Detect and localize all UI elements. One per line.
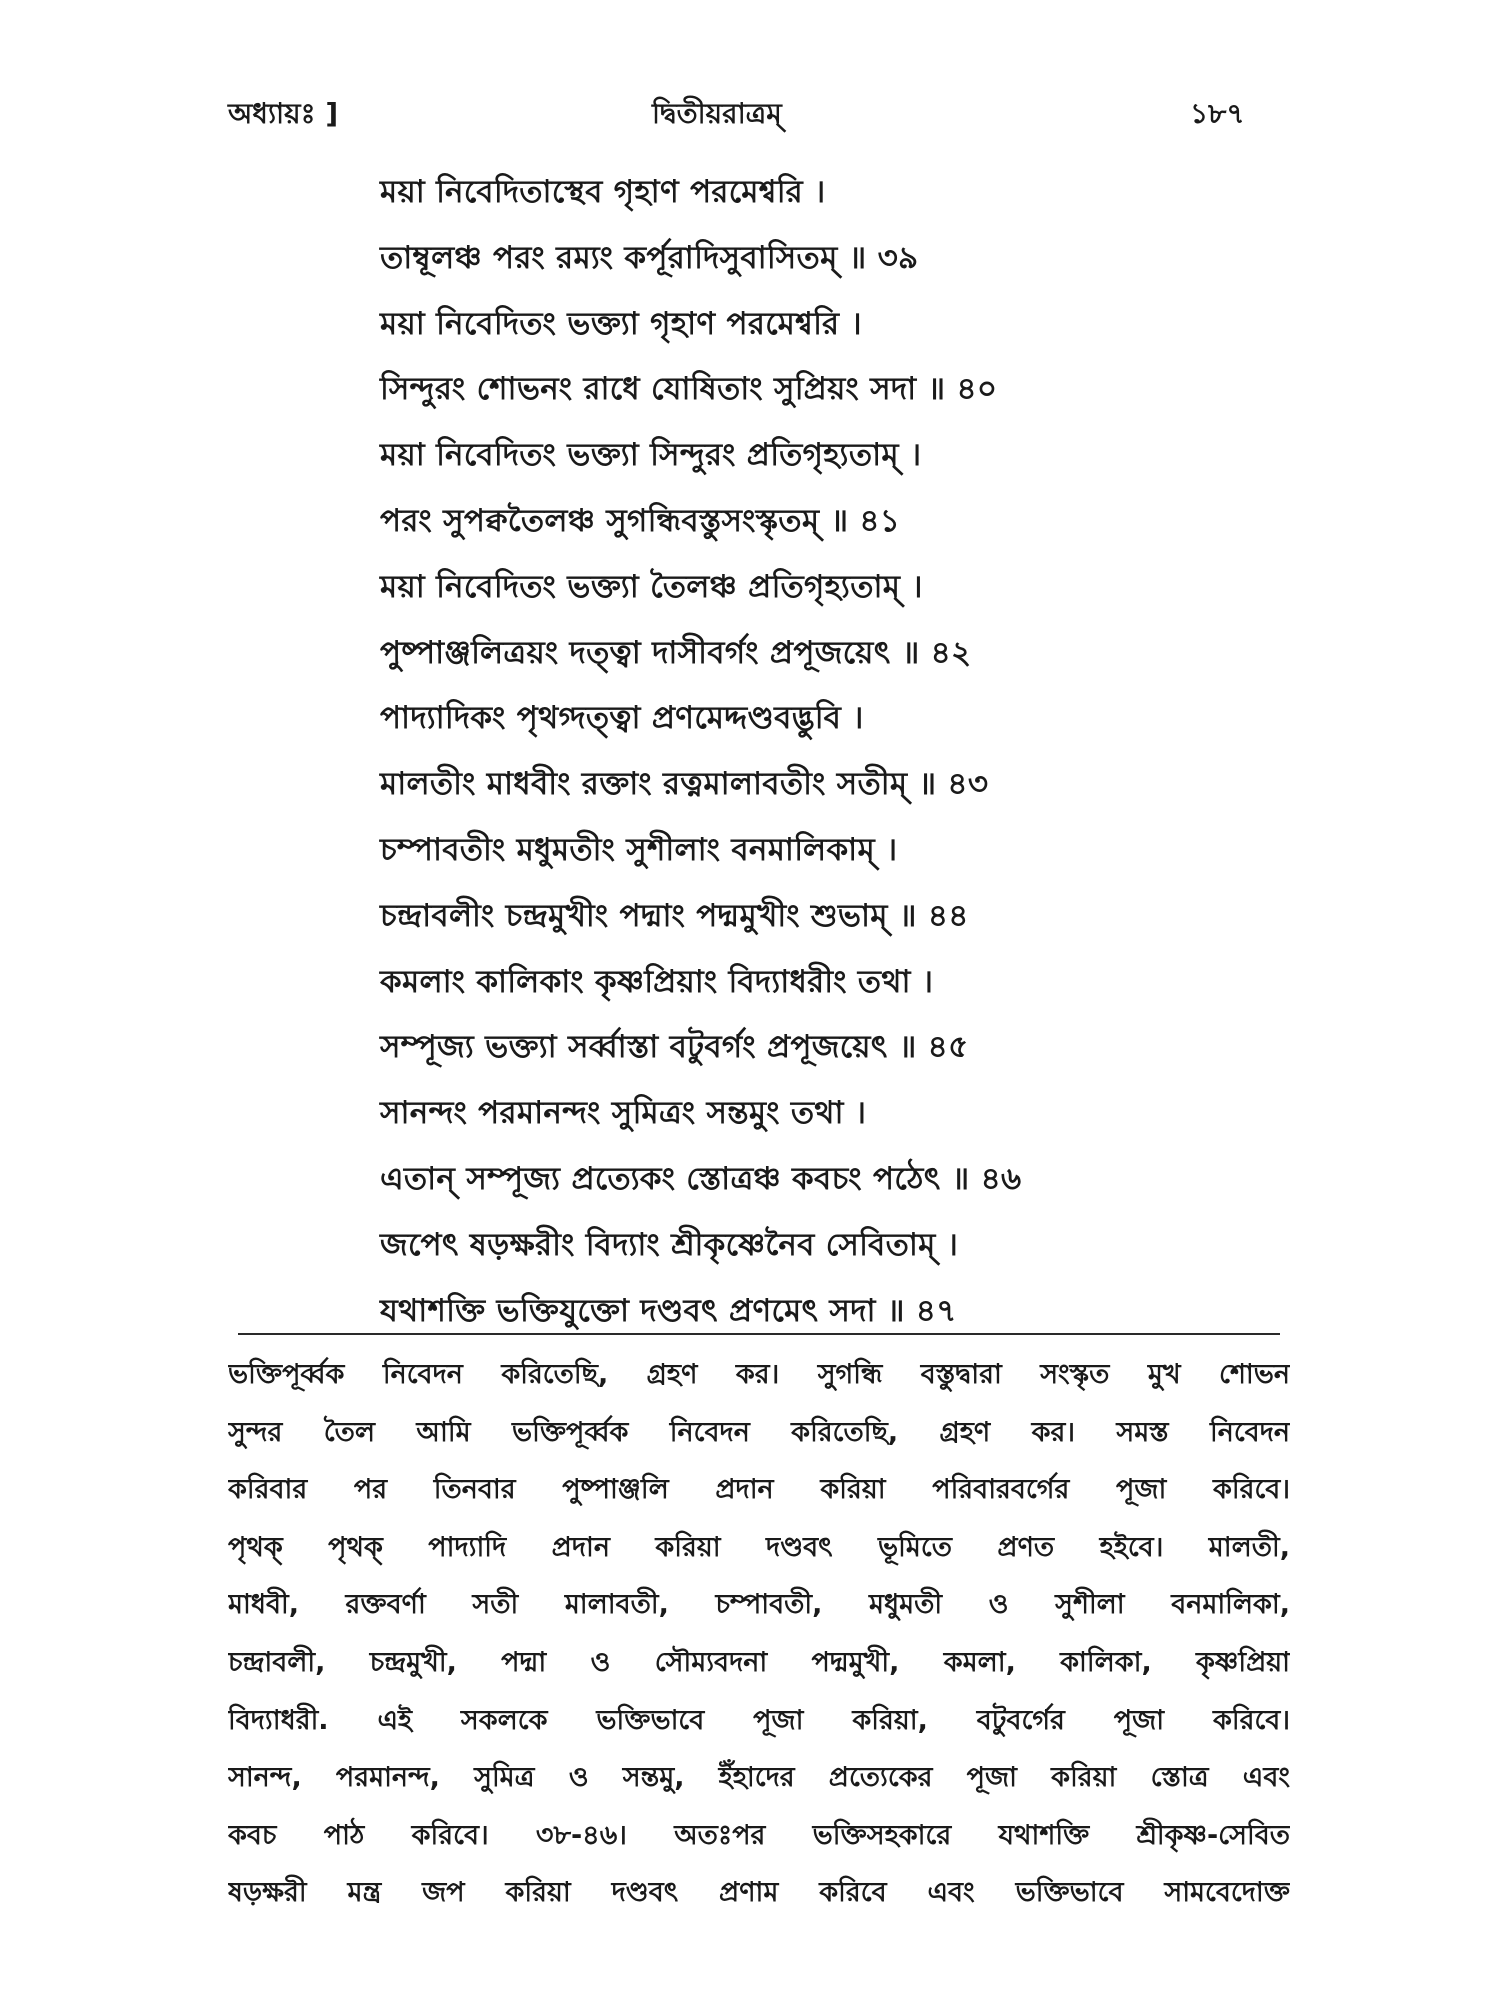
page-header [0, 92, 1500, 132]
verse-line: ময়া নিবেদিতং ভক্ত্যা সিন্দুরং প্রতিগৃহ্যতাম্‌ । [380, 437, 922, 474]
sanskrit-verses [380, 160, 1380, 1344]
verse-line: তাম্বূলঞ্চ পরং রম্যং কর্পূরাদিসুবাসিতম্‌ ॥ ৩৯ [380, 239, 919, 276]
translation-line: কবচ পাঠ করিবে। ৩৮-৪৬। অতঃপর ভক্তিসহকারে যথাশক্তি শ্রীকৃষ্ণ-সেবিত [228, 1819, 1290, 1851]
running-title: দ্বিতীয়রাত্রম্‌ [652, 97, 782, 130]
verse-line: চম্পাবতীং মধুমতীং সুশীলাং বনমালিকাম্‌ । [380, 831, 898, 868]
translation-line: ষড়ক্ষরী মন্ত্র জপ করিয়া দণ্ডবৎ প্রণাম করিবে এবং ভক্তিভাবে সামবেদোক্ত [228, 1877, 1290, 1909]
verse-line: ময়া নিবেদিতং ভক্ত্যা গৃহাণ পরমেশ্বরি । [380, 305, 862, 342]
verse-line: সিন্দুরং শোভনং রাধে যোষিতাং সুপ্রিয়ং সদা ॥ ৪০ [380, 371, 998, 408]
verse-line: যথাশক্তি ভক্তিযুক্তো দণ্ডবৎ প্রণমেৎ সদা ॥ ৪৭ [380, 1292, 957, 1329]
page-number: ১৮৭ [1190, 97, 1245, 130]
verse-line: কমলাং কালিকাং কৃষ্ণপ্রিয়াং বিদ্যাধরীং তথা । [380, 963, 934, 1000]
verse-line: সম্পূজ্য ভক্ত্যা সর্ব্বাস্তা বটুবর্গং প্রপূজয়েৎ ॥ ৪৫ [380, 1029, 969, 1066]
verse-line: চন্দ্রাবলীং চন্দ্রমুখীং পদ্মাং পদ্মমুখীং শুভাম্‌ ॥ ৪৪ [380, 897, 969, 934]
translation-line: বিদ্যাধরী. এই সকলকে ভক্তিভাবে পূজা করিয়া, বটুবর্গের পূজা করিবে। [228, 1704, 1290, 1736]
verse-line: পরং সুপক্বতৈলঞ্চ সুগন্ধিবস্তুসংস্কৃতম্‌ ॥ ৪১ [380, 502, 901, 539]
verse-line: এতান্‌ সম্পূজ্য প্রত্যেকং স্তোত্রঞ্চ কবচং পঠেৎ ॥ ৪৬ [380, 1160, 1022, 1197]
verse-line: পুষ্পাঞ্জলিত্রয়ং দত্ত্বা দাসীবর্গং প্রপূজয়েৎ ॥ ৪২ [380, 634, 972, 671]
section-divider [238, 1333, 1280, 1335]
translation-line: পৃথক্‌ পৃথক্‌ পাদ্যাদি প্রদান করিয়া দণ্ডবৎ ভূমিতে প্রণত হইবে। মালতী, [228, 1531, 1290, 1563]
chapter-label: অধ্যায়ঃ ] [228, 97, 339, 130]
translation-line: করিবার পর তিনবার পুষ্পাঞ্জলি প্রদান করিয়া পরিবারবর্গের পূজা করিবে। [228, 1474, 1290, 1506]
translation-line: চন্দ্রাবলী, চন্দ্রমুখী, পদ্মা ও সৌম্যবদনা পদ্মমুখী, কমলা, কালিকা, কৃষ্ণপ্রিয়া [228, 1646, 1290, 1678]
verse-line: জপেৎ ষড়ক্ষরীং বিদ্যাং শ্রীকৃষ্ণেনৈব সেবিতাম্‌ । [380, 1226, 959, 1263]
verse-line: ময়া নিবেদিতাস্থেব গৃহাণ পরমেশ্বরি । [380, 174, 826, 210]
verse-line: ময়া নিবেদিতং ভক্ত্যা তৈলঞ্চ প্রতিগৃহ্যতাম্‌ । [380, 568, 923, 605]
verse-line: সানন্দং পরমানন্দং সুমিত্রং সন্তমুং তথা । [380, 1095, 867, 1132]
bengali-translation [228, 1346, 1290, 1922]
verse-line: মালতীং মাধবীং রক্তাং রত্নমালাবতীং সতীম্‌ ॥ ৪৩ [380, 766, 989, 803]
translation-line: সানন্দ, পরমানন্দ, সুমিত্র ও সন্তমু, ইঁহাদের প্রত্যেকের পূজা করিয়া স্তোত্র এবং [228, 1762, 1290, 1794]
translation-line: মাধবী, রক্তবর্ণা সতী মালাবতী, চম্পাবতী, মধুমতী ও সুশীলা বনমালিকা, [228, 1589, 1290, 1621]
translation-line: সুন্দর তৈল আমি ভক্তিপূর্ব্বক নিবেদন করিতেছি, গ্রহণ কর। সমস্ত নিবেদন [228, 1416, 1290, 1448]
translation-line: ভক্তিপূর্ব্বক নিবেদন করিতেছি, গ্রহণ কর। সুগন্ধি বস্তুদ্বারা সংস্কৃত মুখ শোভন [228, 1359, 1290, 1390]
verse-line: পাদ্যাদিকং পৃথগ্দত্ত্বা প্রণমেদ্দণ্ডবদ্ভুবি । [380, 700, 864, 737]
